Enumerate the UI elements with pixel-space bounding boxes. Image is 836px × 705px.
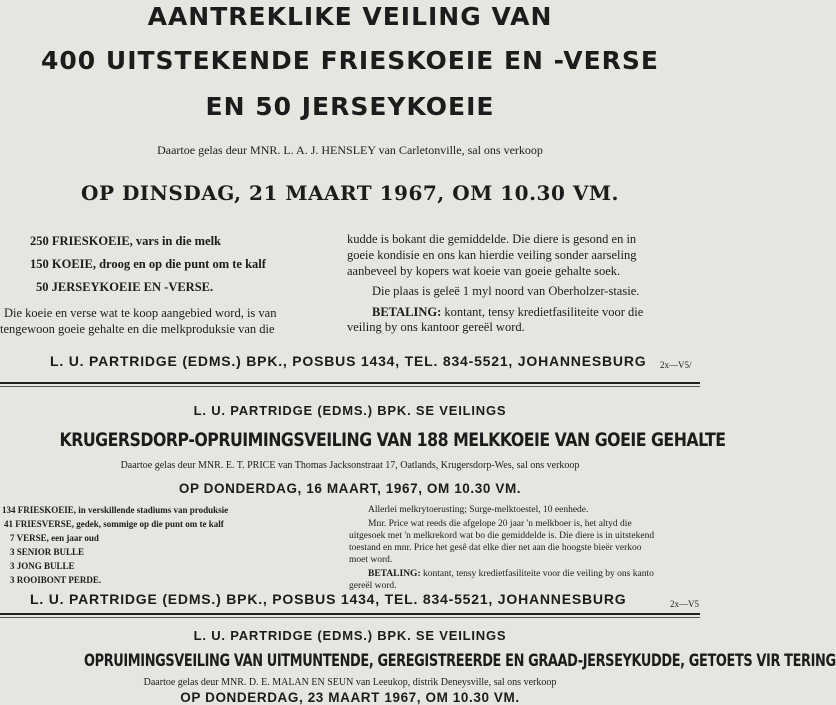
ad2-code: 2x—V5 — [670, 599, 699, 609]
ad1-right-para-line-2: goeie kondisie en ons kan hierdie veiling sonder aarseling — [347, 248, 637, 262]
ad1-title-line-1: AANTREKLIKE VEILING VAN — [147, 2, 553, 31]
divider-1b — [0, 386, 700, 387]
ad2-instruction: Daartoe gelas deur MNR. E. T. PRICE van Thomas Jacksonstraat 17, Oatlands, Krugersdorp-Wes, sal ons verkoop — [120, 460, 580, 471]
ad1-footer: L. U. PARTRIDGE (EDMS.) BPK., POSBUS 1434, TEL. 834-5521, JOHANNESBURG — [50, 353, 647, 369]
ad2-right-line-4: moet word. — [349, 555, 393, 565]
ad2-payment-line-1 — [368, 569, 654, 579]
ad2-date-line: OP DONDERDAG, 16 MAART, 1967, OM 10.30 VM. — [178, 481, 522, 496]
ad3-date-line: OP DONDERDAG, 23 MAART 1967, OM 10.30 VM. — [180, 690, 520, 705]
ad1-left-para-line-2: tengewoon goeie gehalte en die melkproduksie van die — [0, 322, 275, 336]
ad3-org: L. U. PARTRIDGE (EDMS.) BPK. SE VEILINGS — [193, 628, 507, 643]
ad1-title-line-2: 400 UITSTEKENDE FRIESKOEIE EN -VERSE — [41, 46, 659, 75]
ad2-org: L. U. PARTRIDGE (EDMS.) BPK. SE VEILINGS — [193, 403, 507, 418]
ad2-item-5: 3 JONG BULLE — [10, 561, 75, 571]
ad2-payment-text-1: kontant, tensy kredietfasiliteite voor die veiling by ons kanto — [420, 569, 654, 579]
ad1-payment-line-1 — [372, 305, 643, 320]
ad1-item-2: 150 KOEIE, droog en op die punt om te kalf — [30, 257, 266, 271]
ad2-item-2: 41 FRIESVERSE, gedek, sommige op die punt om te kalf — [4, 519, 224, 529]
ad1-right-para-line-3: aanbeveel by kopers wat koeie van goeie gehalte soek. — [347, 264, 621, 278]
ad1-payment-label: BETALING: — [372, 305, 442, 319]
ad1-location: Die plaas is geleë 1 myl noord van Oberholzer-stasie. — [372, 284, 640, 298]
ad2-right-line-1: Mnr. Price wat reeds die afgelope 20 jaar 'n melkboer is, het altyd die — [368, 519, 632, 529]
ad2-right-line-3: toestand en mnr. Price het gesê dat elke dier net aan die hoogste bieër verkoo — [349, 543, 642, 553]
ad3-instruction: Daartoe gelas deur MNR. D. E. MALAN EN SEUN van Leeukop, distrik Deneysville, sal ons verkoop — [143, 677, 557, 688]
ad2-item-1: 134 FRIESKOEIE, in verskillende stadiums van produksie — [2, 505, 229, 515]
ad2-item-4: 3 SENIOR BULLE — [10, 547, 85, 557]
ad1-payment-text-1: kontant, tensy kredietfasiliteite voor die — [441, 305, 644, 319]
divider-2 — [0, 613, 700, 615]
ad2-item-6: 3 ROOIBONT PERDE. — [10, 575, 102, 585]
ad2-right-line-2: uitgesoek met 'n melkrekord wat bo die gemiddelde is. Die diere is in uitstekend — [349, 531, 655, 541]
ad1-item-3: 50 JERSEYKOEIE EN -VERSE. — [36, 280, 214, 294]
ad2-title: KRUGERSDORP-OPRUIMINGSVEILING VAN 188 MELKKOEIE VAN GOEIE GEHALTE — [59, 429, 726, 451]
ad1-instruction: Daartoe gelas deur MNR. L. A. J. HENSLEY van Carletonville, sal ons verkoop — [157, 143, 543, 157]
ad1-title-line-3: EN 50 JERSEYKOEIE — [205, 92, 495, 121]
divider-2b — [0, 617, 700, 618]
ad1-right-para-line-1: kudde is bokant die gemiddelde. Die diere is gesond en in — [347, 232, 637, 246]
ad2-payment-label: BETALING: — [368, 569, 421, 579]
ad1-payment-line-2: veiling by ons kantoor gereël word. — [347, 320, 525, 334]
ad2-footer: L. U. PARTRIDGE (EDMS.) BPK., POSBUS 1434, TEL. 834-5521, JOHANNESBURG — [30, 591, 627, 607]
ad2-equipment: Allerlei melkrytoerusting; Surge-melktoestel, 10 eenhede. — [368, 505, 589, 515]
ad2-payment-line-2: gereël word. — [349, 581, 397, 591]
ad2-item-3: 7 VERSE, een jaar oud — [10, 533, 99, 543]
ad1-code: 2x—V5/ — [660, 360, 692, 370]
ad1-left-para-line-1: Die koeie en verse wat te koop aangebied word, is van — [4, 306, 277, 320]
ad1-item-1: 250 FRIESKOEIE, vars in die melk — [30, 234, 221, 248]
divider-1 — [0, 382, 700, 384]
ad1-date-line: OP DINSDAG, 21 MAART 1967, OM 10.30 VM. — [81, 181, 619, 205]
ad3-title: OPRUIMINGSVEILING VAN UITMUNTENDE, GEREGISTREERDE EN GRAAD-JERSEYKUDDE, GETOETS VIR TERING — [84, 651, 836, 671]
